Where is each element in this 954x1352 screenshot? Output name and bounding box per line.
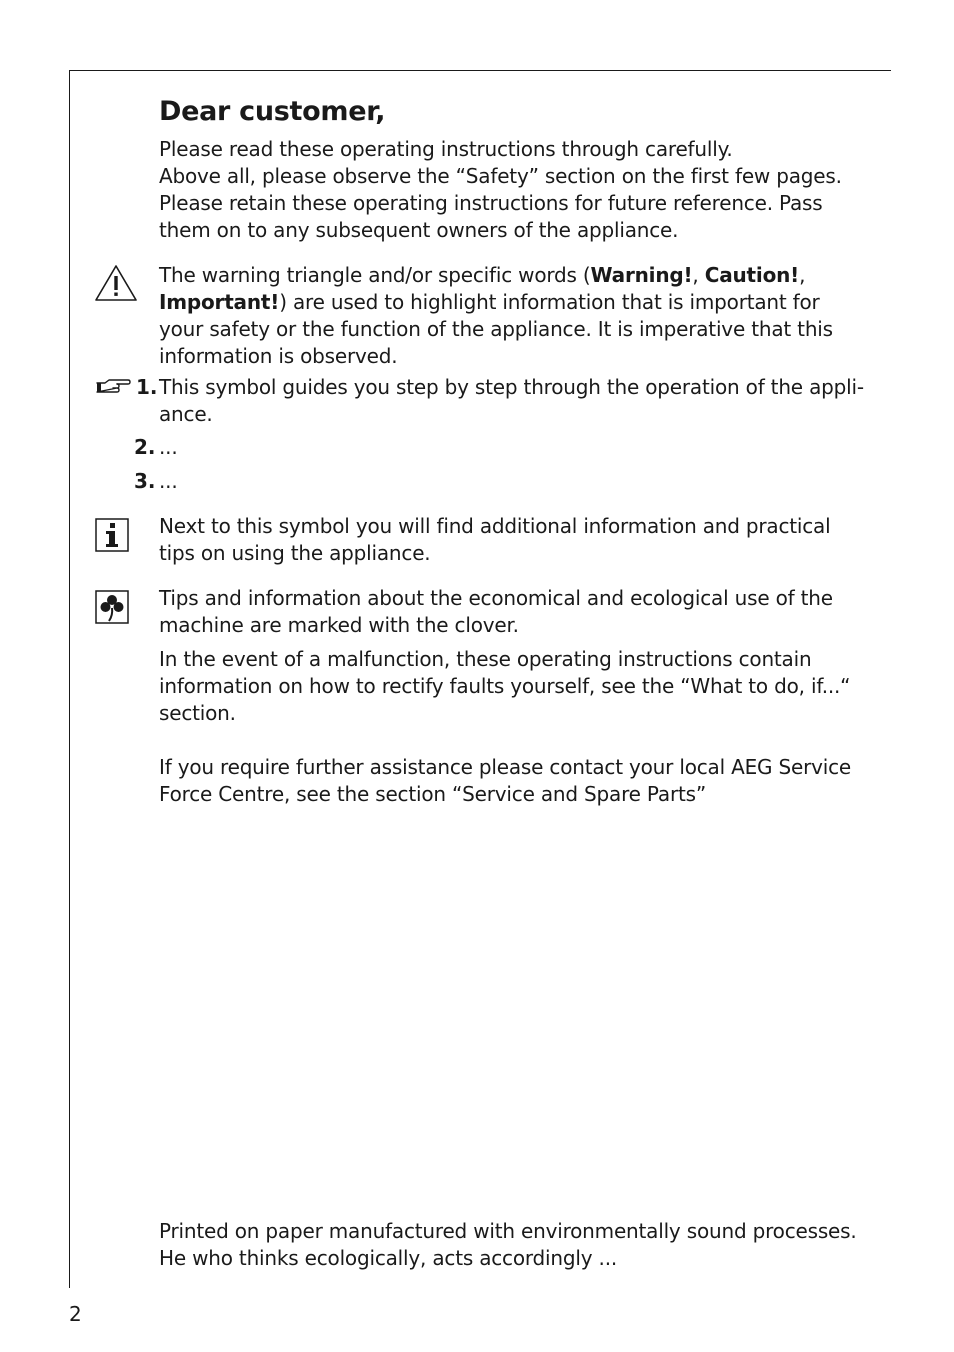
important-word: Important! [159, 290, 280, 314]
intro-line: them on to any subsequent owners of the appliance. [159, 218, 679, 242]
footer-line: He who thinks ecologically, acts accordingly ... [159, 1246, 618, 1270]
malfunction-line: In the event of a malfunction, these operating instructions contain [159, 647, 812, 671]
intro-line: Above all, please observe the “Safety” section on the first few pages. [159, 164, 842, 188]
top-rule [69, 70, 891, 71]
pointing-hand-icon [95, 377, 131, 399]
step-number: 3. [134, 469, 156, 493]
info-paragraph [159, 513, 874, 567]
step-number: 2. [134, 435, 156, 459]
eco-paragraph [159, 585, 874, 639]
warning-triangle-icon [94, 264, 138, 306]
step-number: 1. [136, 375, 158, 399]
page-number: 2 [69, 1302, 82, 1326]
step-line: This symbol guides you step by step through the operation of the appli- [159, 375, 864, 399]
step-text: ... [159, 469, 178, 493]
page-heading: Dear customer, [159, 96, 386, 127]
info-line: Next to this symbol you will find additional information and practical [159, 514, 831, 538]
assistance-paragraph [159, 754, 874, 808]
step-line: ance. [159, 402, 213, 426]
clover-icon [95, 590, 129, 628]
eco-line: Tips and information about the economical and ecological use of the [159, 586, 833, 610]
warning-paragraph [159, 262, 874, 370]
info-line: tips on using the appliance. [159, 541, 431, 565]
footer-line: Printed on paper manufactured with environmentally sound processes. [159, 1219, 857, 1243]
warning-line: your safety or the function of the appliance. It is imperative that this [159, 317, 833, 341]
warning-line: Important!) are used to highlight information that is important for [159, 290, 820, 314]
warning-line: information is observed. [159, 344, 398, 368]
eco-line: machine are marked with the clover. [159, 613, 519, 637]
caution-word: Caution! [704, 263, 800, 287]
malfunction-paragraph [159, 646, 874, 727]
assistance-line: Force Centre, see the section “Service and Spare Parts” [159, 782, 706, 806]
assistance-line: If you require further assistance please contact your local AEG Service [159, 755, 851, 779]
malfunction-line: section. [159, 701, 236, 725]
step-text [159, 374, 874, 428]
intro-line: Please retain these operating instructions for future reference. Pass [159, 191, 823, 215]
malfunction-line: information on how to rectify faults yourself, see the “What to do, if...“ [159, 674, 851, 698]
footer-note [159, 1218, 874, 1272]
left-rule [69, 70, 70, 1288]
intro-paragraph [159, 136, 874, 244]
warning-line: The warning triangle and/or specific words (Warning!, Caution!, [159, 263, 806, 287]
step-text: ... [159, 435, 178, 459]
warning-word: Warning! [590, 263, 693, 287]
intro-line: Please read these operating instructions through carefully. [159, 137, 733, 161]
info-icon [95, 518, 129, 556]
